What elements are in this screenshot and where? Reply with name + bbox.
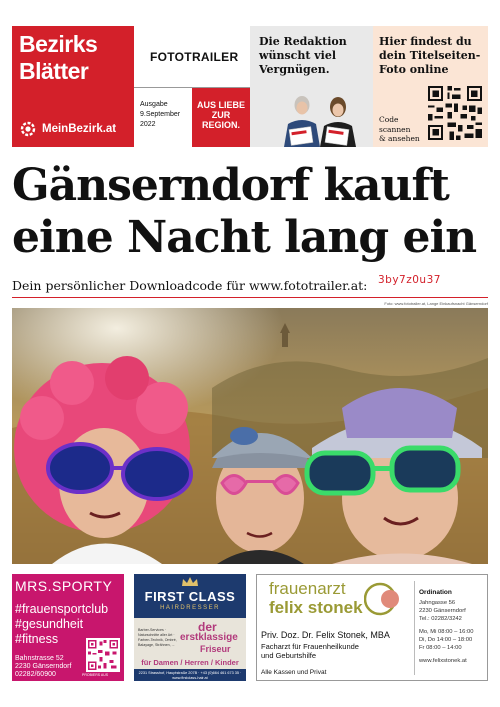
stonek-website-link[interactable]: www.felixstonek.at xyxy=(419,658,467,664)
bezirksblaetter-logo[interactable] xyxy=(12,26,134,147)
sporty-address: Bahnstrasse 52 xyxy=(15,655,64,662)
cover-photo xyxy=(12,308,488,564)
code-hint-line: & ansehen xyxy=(379,134,420,143)
sporty-tag: #frauensportclub xyxy=(15,602,109,616)
code-hint xyxy=(379,115,420,144)
issue-year: 2022 xyxy=(140,121,156,128)
sporty-tag: #gesundheit xyxy=(15,617,84,631)
stonek-brand-2: felix stonek xyxy=(269,598,363,617)
redaktion-greeting xyxy=(250,26,373,147)
titelseite-line: Hier findest du xyxy=(379,35,472,48)
stonek-address: Jahngasse 56 xyxy=(419,600,456,606)
meinbezirk-label: MeinBezirk.at xyxy=(42,123,117,135)
masthead xyxy=(12,26,488,147)
editors-photo xyxy=(270,90,370,147)
sporty-phone: 02282/60900 xyxy=(15,671,56,678)
titelseite-promo xyxy=(373,26,488,147)
fototrailer-label-box xyxy=(134,26,250,88)
qr-code-icon[interactable] xyxy=(428,86,482,140)
first-class-header xyxy=(134,574,246,618)
stonek-hours: Fr 08:00 – 14:00 xyxy=(419,645,462,651)
issue-day: 9.September xyxy=(140,111,181,118)
headline-line-1: Gänserndorf kauft xyxy=(12,160,449,211)
first-class-erstklassige: erstklassige xyxy=(180,632,238,643)
code-hint-line: scannen xyxy=(379,124,411,134)
redaktion-line: Vergnügen. xyxy=(259,63,330,76)
headline xyxy=(12,160,488,264)
first-class-services: Barber-Services · Naturschnitte aller Art · Farben-Technik, Ombré, Balayage, Strähnen, ... xyxy=(138,628,177,647)
first-class-name: FIRST CLASS xyxy=(144,589,236,604)
sporty-tag: #fitness xyxy=(15,632,59,646)
logo-line-2: Blätter xyxy=(19,58,89,84)
sporty-qr-code-icon[interactable] xyxy=(86,638,120,672)
redaktion-line: wünscht viel xyxy=(259,49,337,62)
stonek-brand-1: frauenarzt xyxy=(269,579,346,598)
stonek-specialty: Facharzt für Frauenheilkunde xyxy=(261,642,359,651)
divider xyxy=(12,297,488,298)
region-badge-line: ZUR xyxy=(211,110,231,120)
meinbezirk-icon xyxy=(18,119,38,139)
photobooth-kids-image xyxy=(12,308,488,564)
ad-first-class[interactable] xyxy=(134,574,246,681)
stonek-ordination-label: Ordination xyxy=(419,589,452,596)
headline-line-2: eine Nacht lang ein xyxy=(12,212,477,263)
code-hint-line: Code xyxy=(379,115,399,124)
titelseite-line: Foto online xyxy=(379,63,449,76)
ad-frauenarzt-stonek[interactable] xyxy=(256,574,488,681)
first-class-der: der xyxy=(198,620,217,634)
sporty-address: 2230 Gänserndorf xyxy=(15,663,72,670)
stonek-doctor-name: Priv. Doz. Dr. Felix Stonek, MBA xyxy=(261,630,390,640)
photo-credit: Foto: www.fototrailer.at, Lange Einkaufsnacht Gänserndorf xyxy=(384,301,488,306)
region-badge-line: REGION. xyxy=(201,120,240,130)
first-class-footer: 2231 Strasshof, Hauptstraße 207B · +43 (0)664 461 673 35 · www.firstclass-hair.at xyxy=(134,669,246,681)
first-class-friseur: Friseur xyxy=(200,644,231,654)
region-badge-line: AUS LIEBE xyxy=(196,100,245,110)
crown-icon xyxy=(181,577,199,587)
stonek-specialty: und Geburtshilfe xyxy=(261,651,317,660)
stonek-logo-icon xyxy=(364,581,404,617)
sporty-qr-label: PROBIERS AUS xyxy=(82,673,109,677)
stonek-address: 2230 Gänserndorf xyxy=(419,608,466,614)
download-code[interactable]: 3by7z0u37 xyxy=(378,274,441,286)
redaktion-text xyxy=(259,35,369,77)
stonek-ordination-info xyxy=(419,589,487,665)
first-class-audience: für Damen / Herren / Kinder xyxy=(141,658,239,667)
download-row xyxy=(12,274,488,298)
stonek-insurance: Alle Kassen und Privat xyxy=(261,669,327,676)
download-label: Dein persönlicher Downloadcode für www.fototrailer.at: xyxy=(12,278,368,293)
titelseite-line: dein Titelseiten- xyxy=(379,49,481,62)
region-badge xyxy=(192,88,250,147)
fototrailer-label: FOTOTRAILER xyxy=(150,50,239,64)
titelseite-text xyxy=(379,35,485,77)
stonek-phone: Tel.: 02282/3242 xyxy=(419,616,462,622)
sporty-title: MRS.SPORTY xyxy=(15,578,113,594)
ad-mrs-sporty[interactable] xyxy=(12,574,124,681)
issue-date xyxy=(134,88,192,147)
meinbezirk-link[interactable] xyxy=(18,119,116,139)
first-class-sub: HAIRDRESSER xyxy=(160,605,220,611)
issue-label: Ausgabe xyxy=(140,101,168,108)
redaktion-line: Die Redaktion xyxy=(259,35,347,48)
stonek-divider xyxy=(414,581,415,675)
stonek-hours: Di, Do 14:00 – 18:00 xyxy=(419,637,473,643)
logo-line-1: Bezirks xyxy=(19,31,98,57)
stonek-hours: Mo, Mi 08:00 – 16:00 xyxy=(419,629,474,635)
